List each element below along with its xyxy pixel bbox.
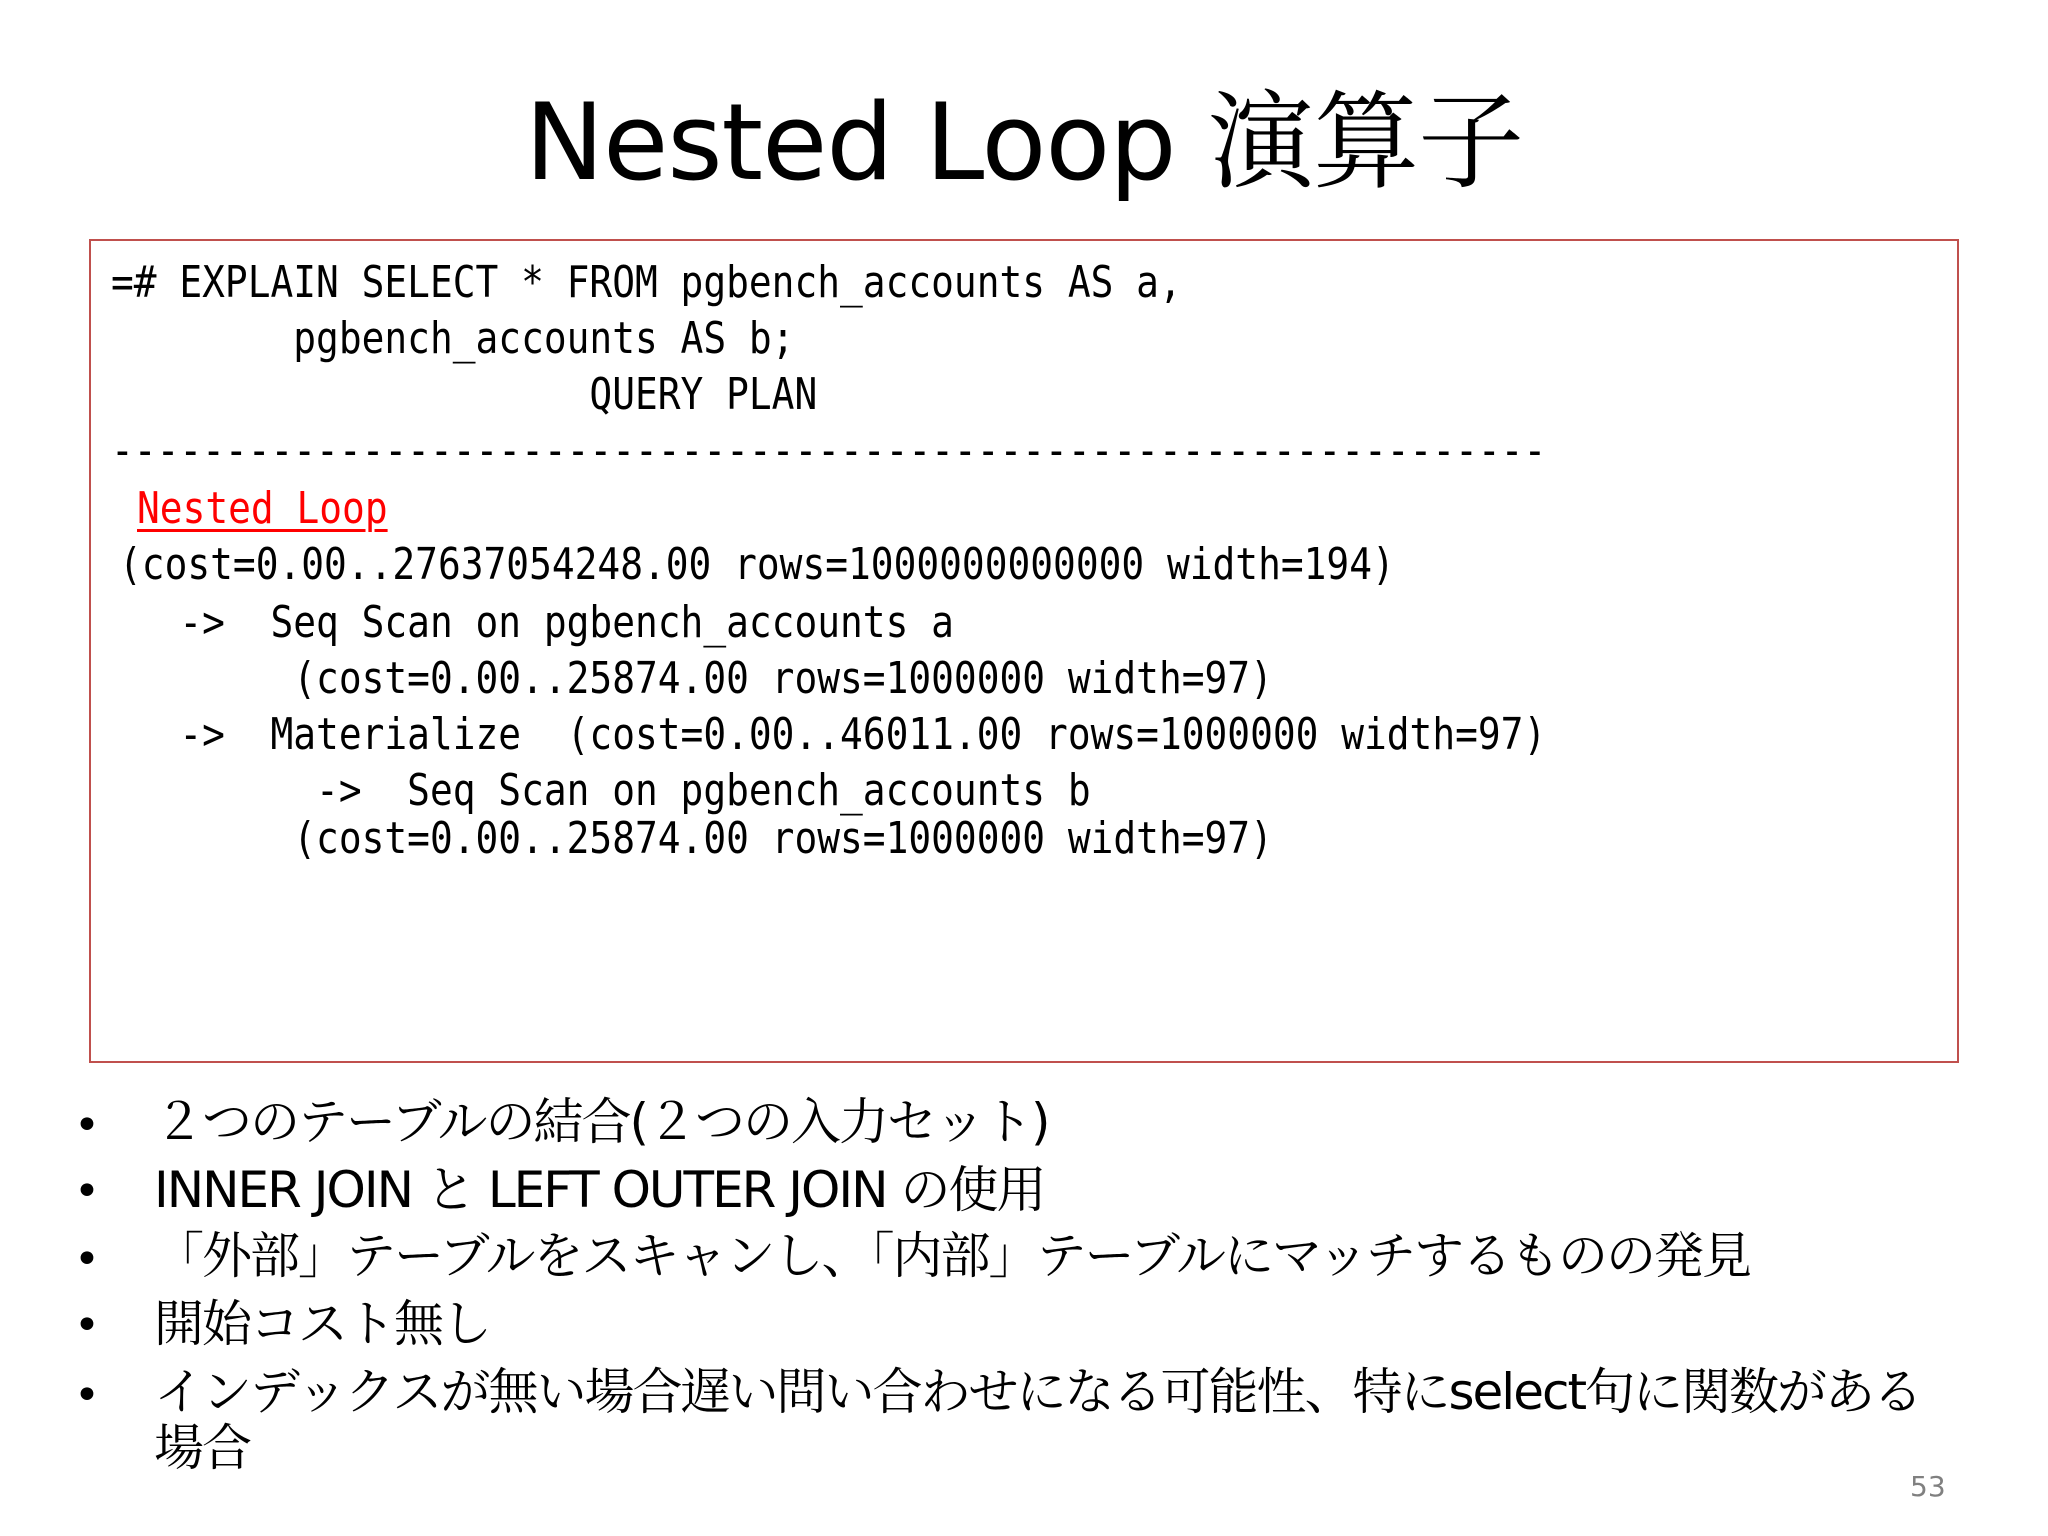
code-line-seq-scan-b-cost: (cost=0.00..25874.00 rows=1000000 width=97) (111, 813, 1273, 864)
code-line-explain: =# EXPLAIN SELECT * FROM pgbench_accounts AS a, (111, 257, 1182, 308)
bullet-item-no-index-slow: インデックスが無い場合遅い問い合わせになる可能性、特にselect句に関数がある場合 (154, 1363, 1922, 1477)
code-line-seq-scan-a: -> Seq Scan on pgbench_accounts a (111, 597, 954, 648)
code-line-materialize: -> Materialize (cost=0.00..46011.00 rows=1000000 width=97) (111, 709, 1547, 760)
code-line-query-plan-header: QUERY PLAN (111, 369, 818, 420)
code-line-separator: --------------------------------------------------------------- (111, 425, 1547, 476)
slide-title: Nested Loop 演算子 (524, 81, 1524, 204)
bullet-item-join-types: INNER JOIN と LEFT OUTER JOIN の使用 (154, 1161, 1045, 1219)
code-line-table-b: pgbench_accounts AS b; (111, 313, 795, 364)
code-line-seq-scan-a-cost: (cost=0.00..25874.00 rows=1000000 width=97) (111, 653, 1273, 704)
code-line-nested-loop: Nested Loop (137, 483, 388, 534)
bullet-marker: • (74, 1300, 100, 1351)
bullet-marker: • (74, 1370, 100, 1421)
bullet-marker: • (74, 1166, 100, 1217)
bullet-item-outer-inner-scan: 「外部」テーブルをスキャンし、「内部」テーブルにマッチするものの発見 (154, 1227, 1750, 1285)
code-line-nested-loop-cost: (cost=0.00..27637054248.00 rows=1000000000000 width=194) (119, 539, 1395, 590)
bullet-item-no-startup-cost: 開始コスト無し (154, 1295, 490, 1353)
bullet-item-two-table-join: ２つのテーブルの結合(２つの入力セット) (154, 1093, 1049, 1151)
bullet-marker: • (74, 1100, 100, 1151)
bullet-marker: • (74, 1234, 100, 1285)
code-line-seq-scan-b: -> Seq Scan on pgbench_accounts b (111, 765, 1091, 816)
code-box (89, 239, 1959, 1063)
page-number: 53 (1910, 1470, 1946, 1503)
